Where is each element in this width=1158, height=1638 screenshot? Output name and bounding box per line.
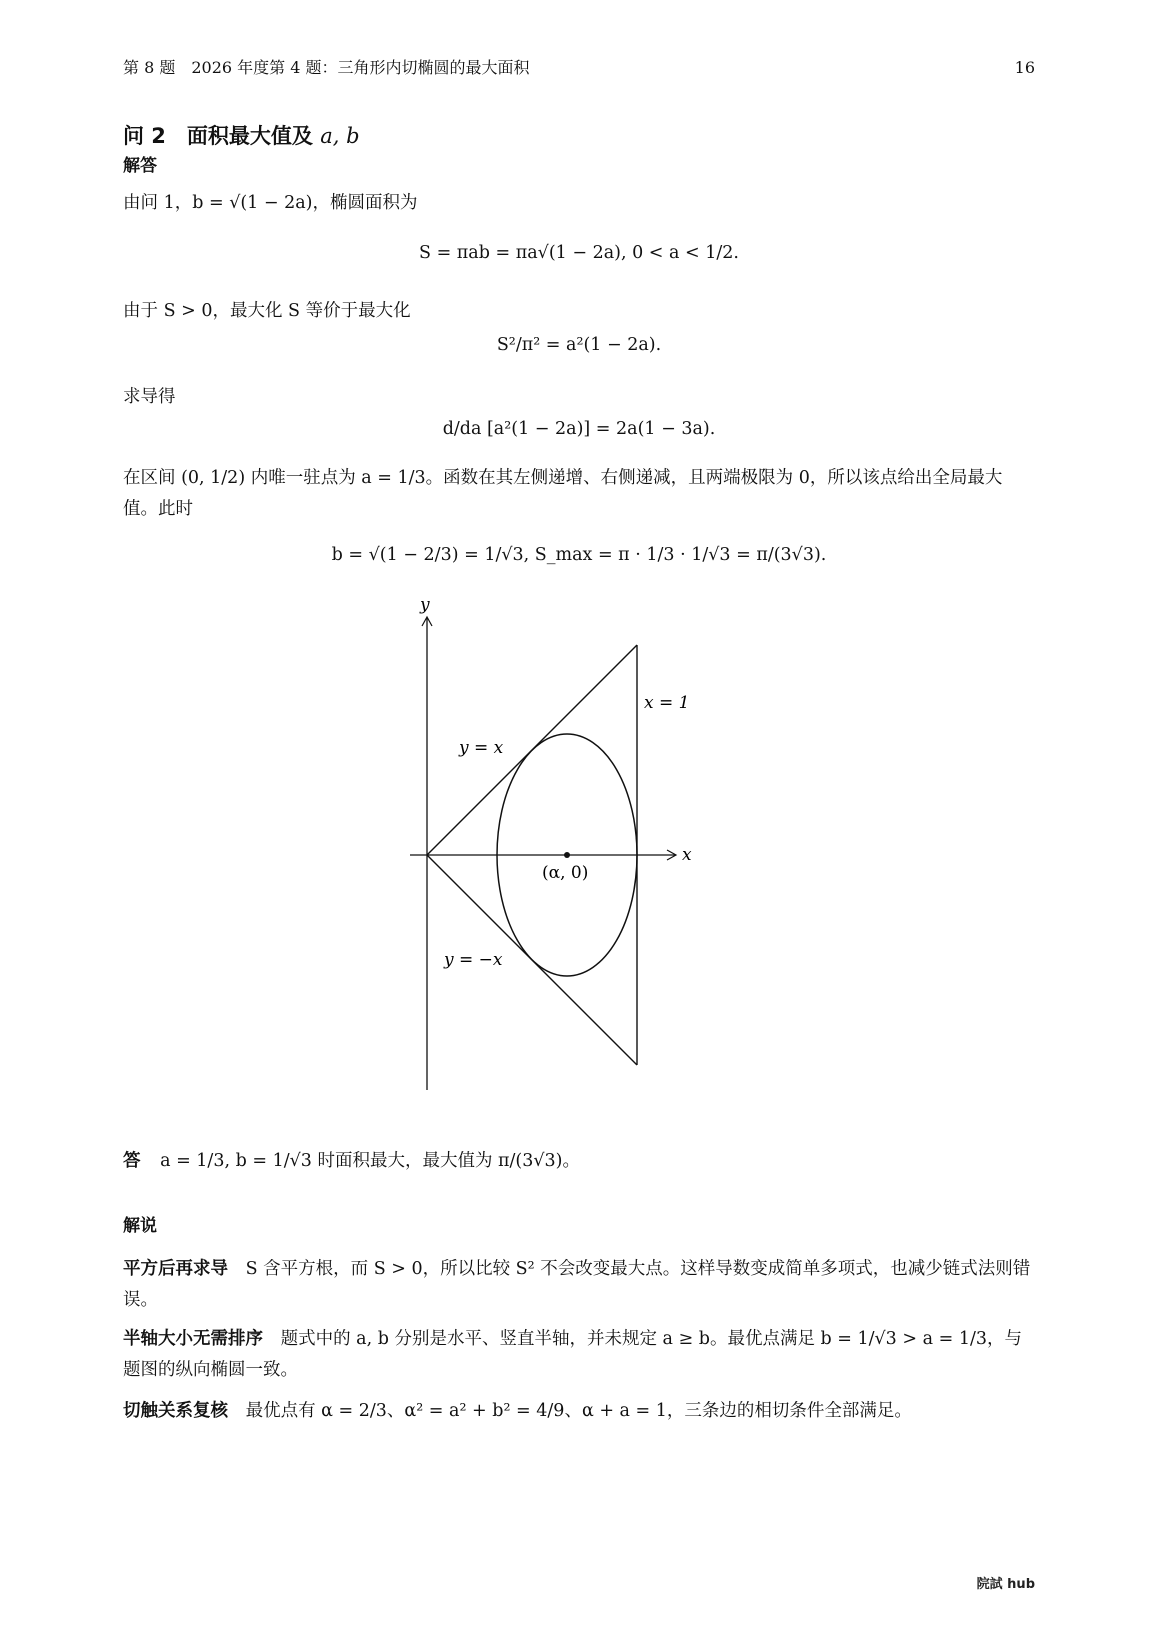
equation-area: S = πab = πa√(1 − 2a), 0 < a < 1/2. [419, 243, 739, 263]
commentary-item-text: 题式中的 a, b 分别是水平、竖直半轴，并未规定 a ≥ b。最优点满足 b = 1/√3 > a = 1/3，与题图的纵向椭圆一致。 [123, 1329, 1022, 1380]
label-x-equals-1: x = 1 [644, 693, 690, 713]
commentary-item [123, 1324, 1035, 1385]
footer-brand: 院試 hub [976, 1577, 1035, 1592]
page-number: 16 [1014, 58, 1035, 77]
equation-derivative: d/da [a²(1 − 2a)] = 2a(1 − 3a). [442, 419, 716, 439]
ellipse-center-point [564, 852, 570, 858]
commentary-heading: 解说 [123, 1216, 157, 1236]
paragraph-4: 在区间 (0, 1/2) 内唯一驻点为 a = 1/3。函数在其左侧递增、右侧递减，且两端极限为 0，所以该点给出全局最大值。此时 [123, 468, 1003, 519]
commentary-item [123, 1396, 1035, 1427]
running-header [123, 54, 1035, 82]
x-axis-label: x [682, 845, 692, 865]
section-title-text: 问 2 面积最大值及 [123, 124, 313, 148]
paragraph-1: 由问 1，b = √(1 − 2a)，椭圆面积为 [123, 193, 418, 213]
commentary-item-title: 平方后再求导 [123, 1259, 228, 1279]
ellipse-figure [400, 590, 720, 1100]
label-center: (α, 0) [542, 863, 589, 883]
y-axis-label: y [420, 595, 430, 615]
commentary-item-title: 切触关系复核 [123, 1401, 228, 1421]
paragraph-3: 求导得 [123, 387, 176, 407]
commentary-item [123, 1254, 1035, 1315]
section-title-vars: a, b [320, 124, 360, 148]
final-answer [123, 1146, 1035, 1177]
section-title [123, 118, 360, 155]
label-y-equals-minus-x: y = −x [444, 950, 503, 970]
answer-heading: 解答 [123, 156, 157, 176]
header-title: 第 8 题 2026 年度第 4 题：三角形内切椭圆的最大面积 [123, 58, 530, 77]
label-y-equals-x: y = x [459, 738, 504, 758]
equation-square: S²/π² = a²(1 − 2a). [496, 335, 662, 355]
paragraph-2: 由于 S > 0，最大化 S 等价于最大化 [123, 301, 411, 321]
final-answer-text: a = 1/3, b = 1/√3 时面积最大，最大值为 π/(3√3)。 [160, 1151, 580, 1171]
commentary-item-text: 最优点有 α = 2/3、α² = a² + b² = 4/9、α + a = 1，三条边的相切条件全部满足。 [245, 1401, 912, 1421]
final-answer-label: 答 [123, 1151, 141, 1171]
commentary-item-title: 半轴大小无需排序 [123, 1329, 263, 1349]
equation-result: b = √(1 − 2/3) = 1/√3, S_max = π · 1/3 · 1/√3 = π/(3√3). [331, 545, 827, 565]
commentary-item-text: S 含平方根，而 S > 0，所以比较 S² 不会改变最大点。这样导数变成简单多项式，也减少链式法则错误。 [123, 1259, 1031, 1310]
